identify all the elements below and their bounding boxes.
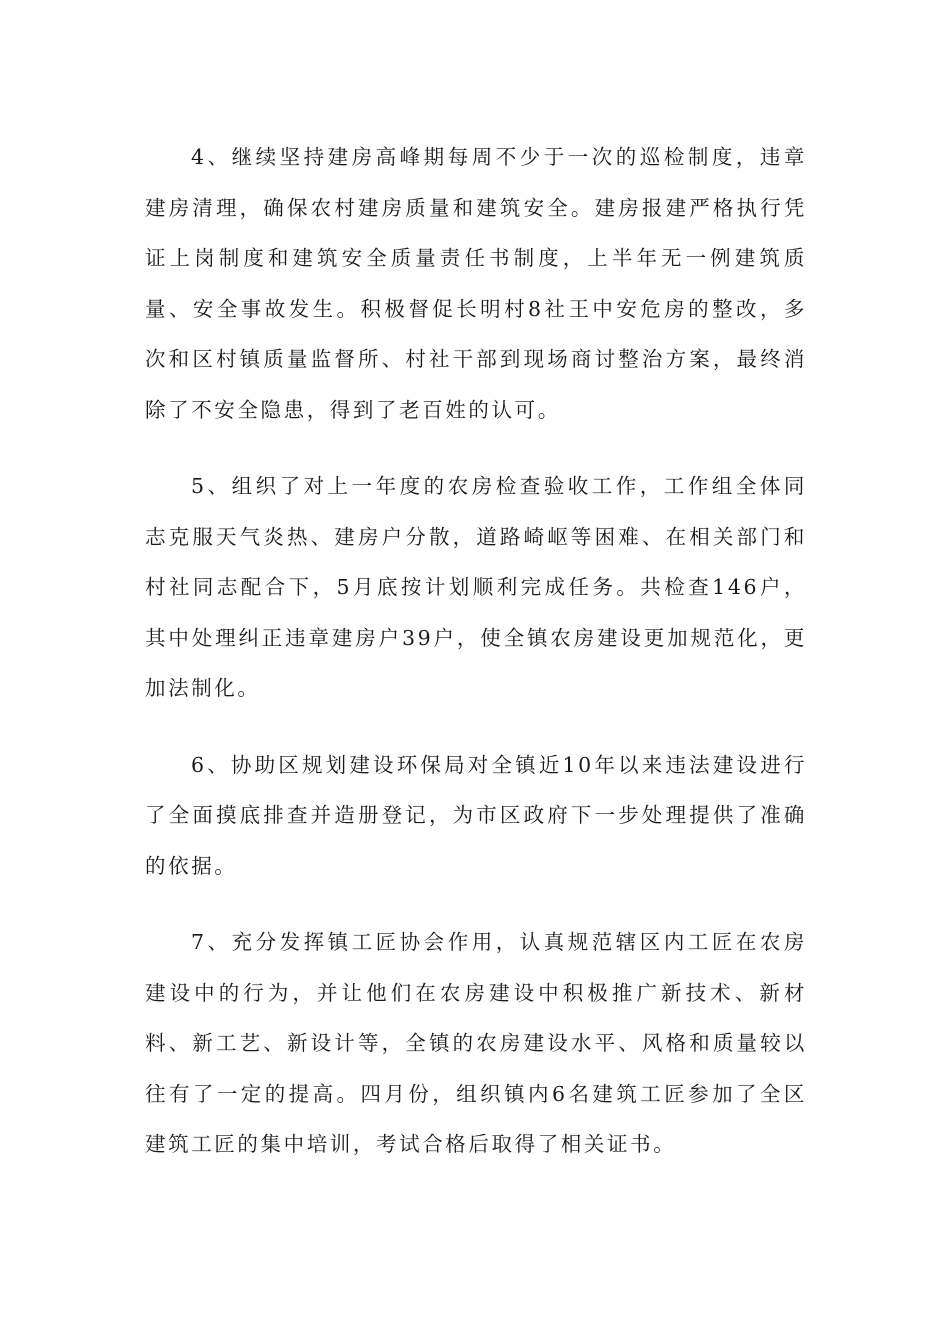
document-body <box>145 132 807 1196</box>
paragraph-item-5: 5、组织了对上一年度的农房检查验收工作，工作组全体同志克服天气炎热、建房户分散，道路崎岖等困难、在相关部门和村社同志配合下，5月底按计划顺利完成任务。共检查146户，其中处理纠正违章建房户39户，使全镇农房建设更加规范化，更加法制化。 <box>145 474 807 700</box>
paragraph-item-7: 7、充分发挥镇工匠协会作用，认真规范辖区内工匠在农房建设中的行为，并让他们在农房建设中积极推广新技术、新材料、新工艺、新设计等，全镇的农房建设水平、风格和质量较以往有了一定的提高。四月份，组织镇内6名建筑工匠参加了全区建筑工匠的集中培训，考试合格后取得了相关证书。 <box>145 930 807 1156</box>
paragraph-item-6: 6、协助区规划建设环保局对全镇近10年以来违法建设进行了全面摸底排查并造册登记，为市区政府下一步处理提供了准确的依据。 <box>145 752 807 878</box>
paragraph-item-4: 4、继续坚持建房高峰期每周不少于一次的巡检制度，违章建房清理，确保农村建房质量和建筑安全。建房报建严格执行凭证上岗制度和建筑安全质量责任书制度，上半年无一例建筑质量、安全事故发生。积极督促长明村8社王中安危房的整改，多次和区村镇质量监督所、村社干部到现场商讨整治方案，最终消除了不安全隐患，得到了老百姓的认可。 <box>145 145 807 422</box>
